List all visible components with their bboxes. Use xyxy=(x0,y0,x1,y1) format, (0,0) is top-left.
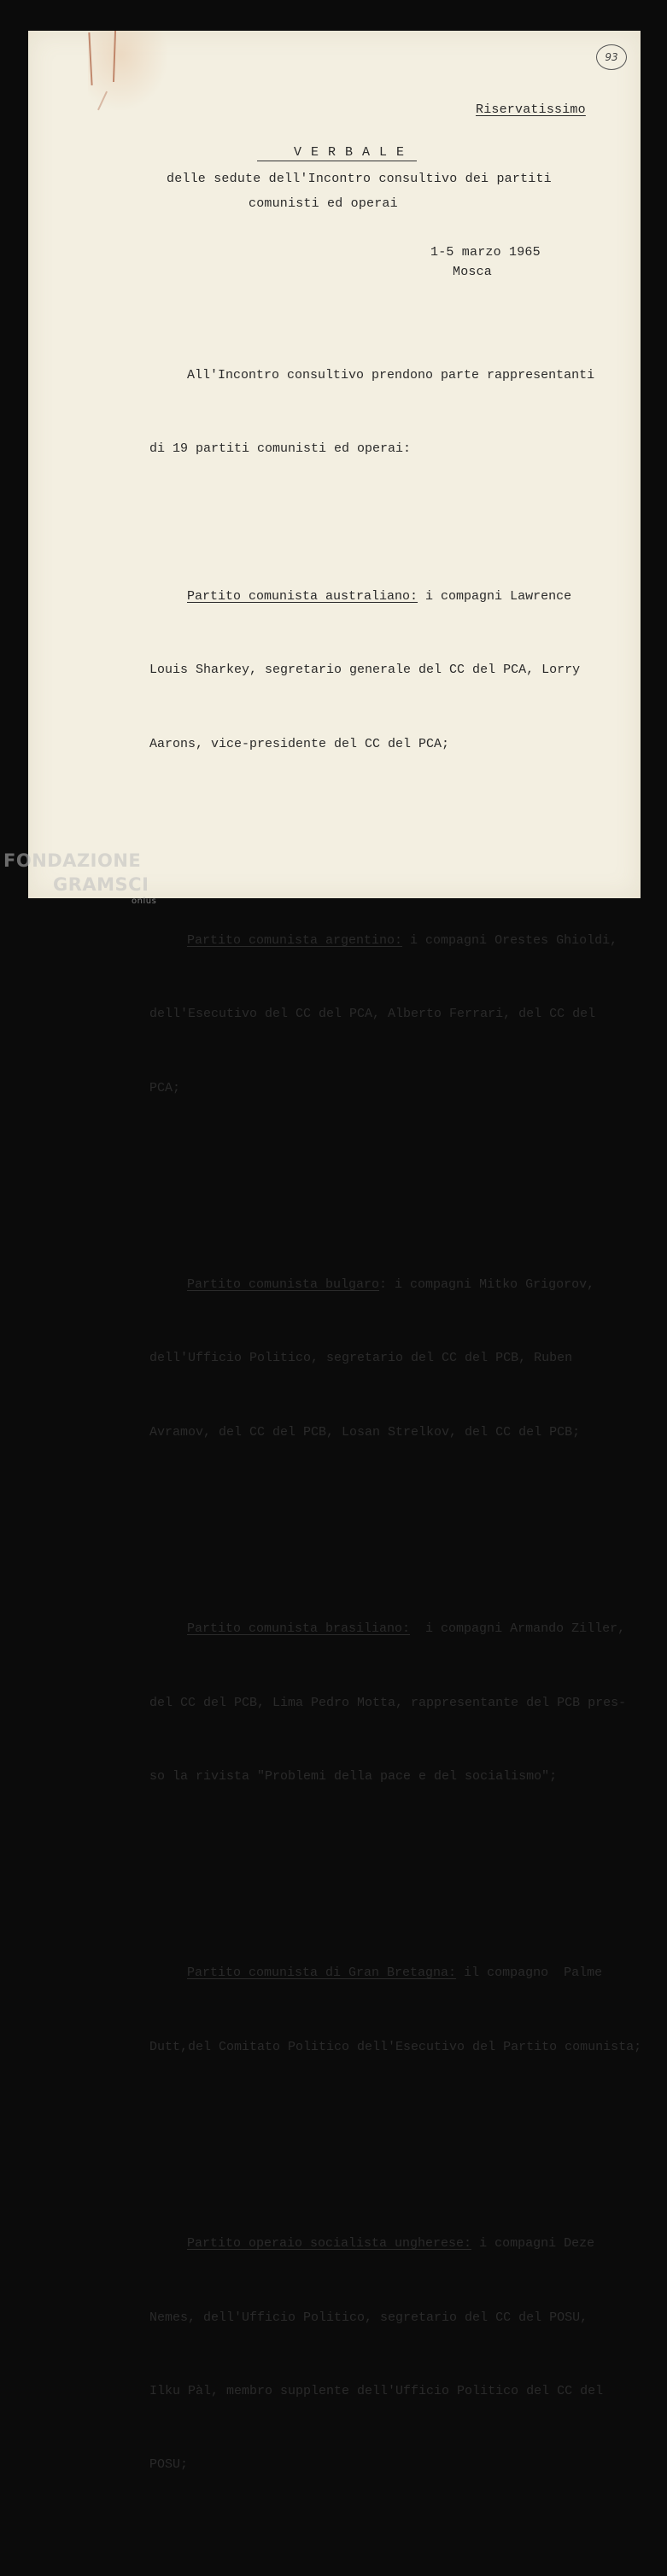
entry-text: Avramov, del CC del PCB, Losan Strelkov, del CC del PCB; xyxy=(149,1424,581,1440)
entry-text: i compagni Deze xyxy=(471,2236,595,2252)
entry-text: il compagno Palme xyxy=(456,1966,603,1981)
entry-text: i compagni Orestes Ghioldi, xyxy=(402,932,618,948)
entry-text: dell'Ufficio Politico, segretario del CC del PCB, Ruben xyxy=(149,1351,573,1366)
entry-text: dell'Esecutivo del CC del PCA, Alberto Ferrari, del CC del xyxy=(149,1007,596,1022)
tape-stain xyxy=(88,31,169,112)
party-name: Partito comunista bulgaro xyxy=(187,1277,380,1293)
watermark-line-1: FONDAZIONE xyxy=(3,850,142,871)
classification-label: Riservatissimo xyxy=(476,102,586,117)
entry-text: Nemes, dell'Ufficio Politico, segretario del CC del POSU, xyxy=(149,2310,588,2325)
entry-text: PCA; xyxy=(149,1080,181,1095)
entry-text: so la rivista "Problemi della pace e del socialismo"; xyxy=(149,1769,558,1785)
party-entry xyxy=(149,535,641,806)
page-number: 93 xyxy=(596,44,627,70)
body-text xyxy=(149,314,641,2576)
party-name: Partito comunista australiano: xyxy=(187,588,418,604)
party-name: Partito comunista brasiliano: xyxy=(187,1621,411,1637)
watermark-line-3: onlus xyxy=(132,897,157,906)
subtitle-line-1: delle sedute dell'Incontro consultivo dei partiti xyxy=(167,172,552,186)
party-name: Partito comunista argentino: xyxy=(187,932,403,948)
entry-text: Louis Sharkey, segretario generale del CC del PCA, Lorry xyxy=(149,663,581,678)
intro-line: di 19 partiti comunisti ed operai: xyxy=(149,441,412,456)
fondazione-gramsci-watermark xyxy=(3,849,156,907)
meeting-place: Mosca xyxy=(453,265,493,279)
intro-line: All'Incontro consultivo prendono parte rappresentanti xyxy=(187,367,595,383)
subtitle-line-2: comunisti ed operai xyxy=(249,196,398,211)
entry-text: del CC del PCB, Lima Pedro Motta, rappresentante del PCB pres- xyxy=(149,1695,627,1710)
party-entry xyxy=(149,1913,641,2109)
party-name: Partito operaio socialista ungherese: xyxy=(187,2236,472,2252)
party-entry xyxy=(149,2183,641,2527)
entry-text: i compagni Lawrence xyxy=(418,588,572,604)
meeting-date: 1-5 marzo 1965 xyxy=(430,245,541,260)
entry-text: POSU; xyxy=(149,2457,189,2473)
entry-text: Dutt,del Comitato Politico dell'Esecutivo del Partito comunista; xyxy=(149,2039,642,2054)
document-title: V E R B A L E xyxy=(294,145,406,160)
entry-text: : i compagni Mitko Grigorov, xyxy=(379,1277,595,1293)
party-entry xyxy=(149,1568,641,1839)
entry-text: Aarons, vice-presidente del CC del PCA; xyxy=(149,736,450,751)
party-entry xyxy=(149,879,641,1150)
party-entry xyxy=(149,1224,641,1494)
entry-text: Ilku Pàl, membro supplente dell'Ufficio Politico del CC del xyxy=(149,2383,604,2398)
entry-text: i compagni Armando Ziller, xyxy=(410,1621,626,1637)
party-name: Partito comunista di Gran Bretagna: xyxy=(187,1966,457,1981)
watermark-line-2: GRAMSCI xyxy=(53,874,149,895)
